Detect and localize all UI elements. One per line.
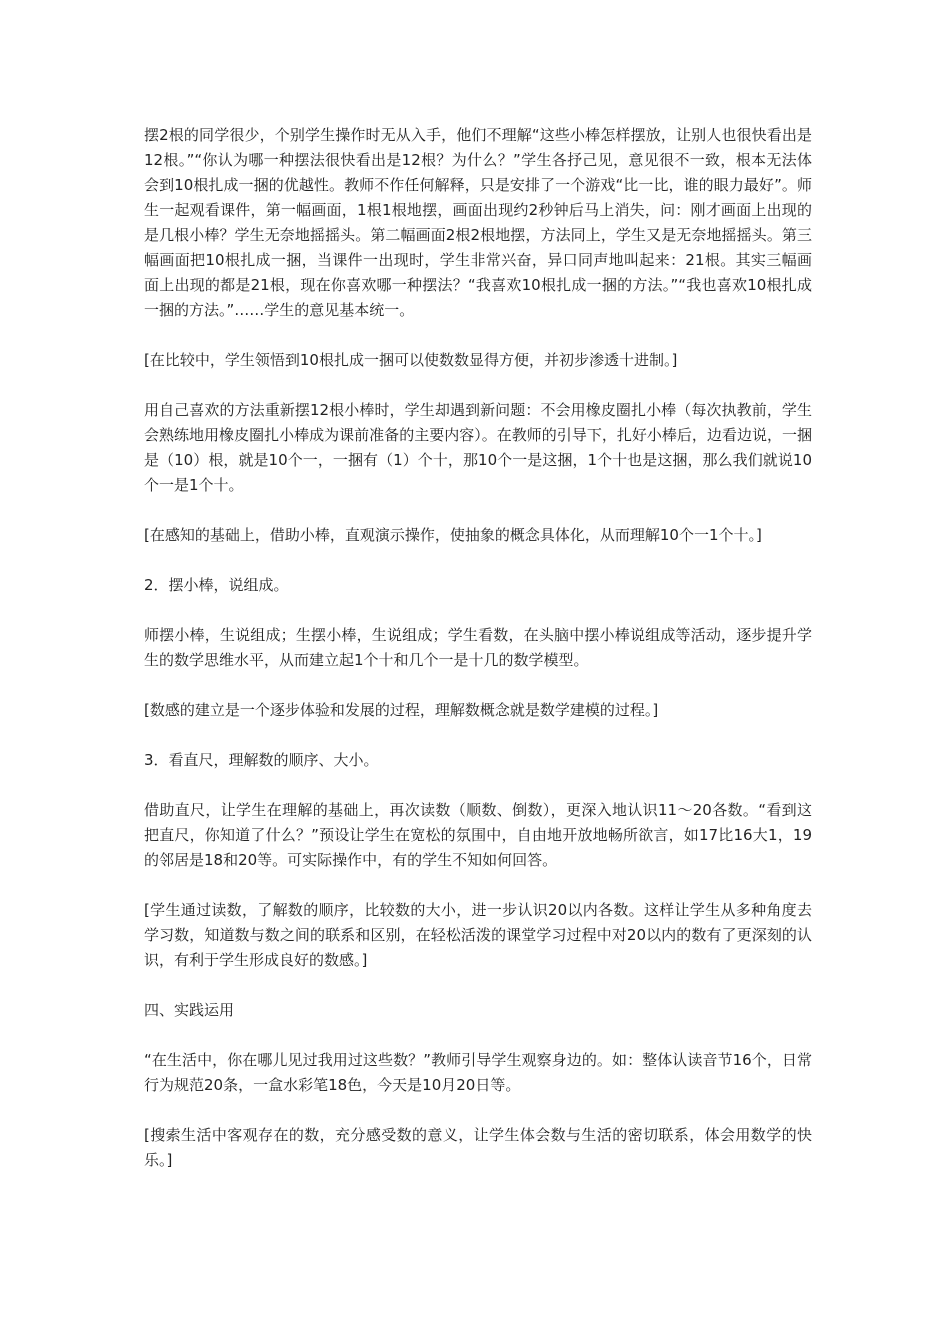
section-heading-2: 2．摆小棒，说组成。: [144, 576, 289, 594]
paragraph-12: “在生活中，你在哪儿见过我用过这些数？”教师引导学生观察身边的。如：整体认读音节16个，日常行为规范20条，一盒水彩笔18色，今天是10月20日等。: [144, 1051, 812, 1094]
section-heading-3: 3．看直尺，理解数的顺序、大小。: [144, 751, 379, 769]
paragraph-1: 摆2根的同学很少，个别学生操作时无从入手，他们不理解“这些小棒怎样摆放，让别人也很快看出是12根。”“你认为哪一种摆法很快看出是12根？为什么？”学生各抒己见，意见很不一致，根本无法体会到10根扎成一捆的优越性。教师不作任何解释，只是安排了一个游戏“比一比，谁的眼力最好”。师生一起观看课件，第一幅画面，1根1根地摆，画面出现约2秒钟后马上消失，问：刚才画面上出现的是几根小棒？学生无奈地摇摇头。第二幅画面2根2根地摆，方法同上，学生又是无奈地摇摇头。第三幅画面把10根扎成一捆，当课件一出现时，学生非常兴奋，异口同声地叫起来：21根。其实三幅画面上出现的都是21根，现在你喜欢哪一种摆法？“我喜欢10根扎成一捆的方法。”“我也喜欢10根扎成一捆的方法。”……学生的意见基本统一。: [144, 126, 812, 319]
paragraph-6: 师摆小棒，生说组成；生摆小棒，生说组成；学生看数，在头脑中摆小棒说组成等活动，逐步提升学生的数学思维水平，从而建立起1个十和几个一是十几的数学模型。: [144, 626, 812, 669]
paragraph-2-commentary: [在比较中，学生领悟到10根扎成一捆可以使数数显得方便，并初步渗透十进制。]: [144, 351, 678, 369]
paragraph-10-commentary: [学生通过读数，了解数的顺序，比较数的大小，进一步认识20以内各数。这样让学生从多种角度去学习数，知道数与数之间的联系和区别，在轻松活泼的课堂学习过程中对20以内的数有了更深刻的认识，有利于学生形成良好的数感。]: [144, 901, 812, 969]
paragraph-13-commentary: [搜索生活中客观存在的数，充分感受数的意义，让学生体会数与生活的密切联系，体会用数学的快乐。]: [144, 1126, 812, 1169]
paragraph-7-commentary: [数感的建立是一个逐步体验和发展的过程，理解数概念就是数学建模的过程。]: [144, 701, 659, 719]
paragraph-4-commentary: [在感知的基础上，借助小棒，直观演示操作，使抽象的概念具体化，从而理解10个一1个十。]: [144, 526, 762, 544]
paragraph-3: 用自己喜欢的方法重新摆12根小棒时，学生却遇到新问题：不会用橡皮圈扎小棒（每次执教前，学生会熟练地用橡皮圈扎小棒成为课前准备的主要内容）。在教师的引导下，扎好小棒后，边看边说，一捆是（10）根，就是10个一，一捆有（1）个十，那10个一是这捆，1个十也是这捆，那么我们就说10个一是1个十。: [144, 401, 812, 494]
paragraph-9: 借助直尺，让学生在理解的基础上，再次读数（顺数、倒数），更深入地认识11～20各数。“看到这把直尺，你知道了什么？”预设让学生在宽松的氛围中，自由地开放地畅所欲言，如17比16大1，19的邻居是18和20等。可实际操作中，有的学生不知如何回答。: [144, 801, 812, 869]
document-body: [144, 123, 812, 1198]
section-heading-practice: 四、实践运用: [144, 1001, 235, 1019]
